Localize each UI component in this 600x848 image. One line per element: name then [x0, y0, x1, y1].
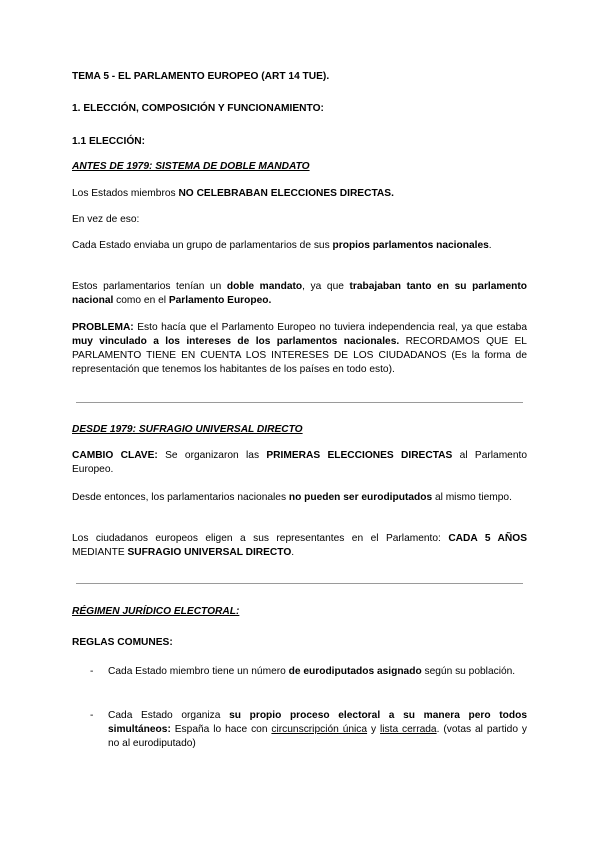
- separator-2: [76, 583, 523, 584]
- before-1979-problem-paragraph: PROBLEMA: Esto hacía que el Parlamento Europeo no tuviera independencia real, ya que estaba muy vinculado a los intereses de los parlamentos nacionales. RECORDAMOS QUE EL PARLAMENTO TIENE EN CUENTA LOS INTERESES DE LOS CIUDADANOS (Es la forma de representación que tenemos los habitantes de los países en todo esto).: [72, 322, 527, 375]
- list-item-text: Cada Estado miembro tiene un número de eurodiputados asignado según su población.: [108, 666, 516, 677]
- before-1979-heading: ANTES DE 1979: SISTEMA DE DOBLE MANDATO: [72, 161, 310, 172]
- section-heading-1-1: 1.1 ELECCIÓN:: [72, 136, 146, 147]
- list-dash: -: [90, 666, 94, 677]
- since-1979-heading: DESDE 1979: SUFRAGIO UNIVERSAL DIRECTO: [72, 424, 303, 435]
- before-1979-paragraph-2: En vez de eso:: [72, 214, 140, 225]
- list-item: [90, 665, 527, 679]
- list-dash: -: [90, 710, 94, 721]
- before-1979-paragraph-4: Estos parlamentarios tenían un doble mandato, ya que trabajaban tanto en su parlamento nacional como en el Parlamento Europeo.: [72, 281, 527, 306]
- list-item: [90, 709, 527, 751]
- since-1979-paragraph-1: CAMBIO CLAVE: Se organizaron las PRIMERAS ELECCIONES DIRECTAS al Parlamento Europeo.: [72, 450, 528, 475]
- before-1979-paragraph-1: Los Estados miembros NO CELEBRABAN ELECCIONES DIRECTAS.: [72, 188, 394, 199]
- separator-1: [76, 402, 523, 403]
- document-title: TEMA 5 - EL PARLAMENTO EUROPEO (ART 14 TUE).: [72, 71, 330, 82]
- regimen-heading: RÉGIMEN JURÍDICO ELECTORAL:: [72, 606, 240, 617]
- section-heading-1: 1. ELECCIÓN, COMPOSICIÓN Y FUNCIONAMIENTO:: [72, 103, 324, 114]
- since-1979-paragraph-3: Los ciudadanos europeos eligen a sus representantes en el Parlamento: CADA 5 AÑOS MEDIANTE SUFRAGIO UNIVERSAL DIRECTO.: [72, 533, 527, 558]
- before-1979-paragraph-3: Cada Estado enviaba un grupo de parlamentarios de sus propios parlamentos nacionales.: [72, 240, 492, 251]
- since-1979-paragraph-2: Desde entonces, los parlamentarios nacionales no pueden ser eurodiputados al mismo tiempo.: [72, 492, 512, 503]
- list-item-text: Cada Estado organiza su propio proceso electoral a su manera pero todos simultáneos: España lo hace con circunscripción única y lista cerrada. (votas al partido y no al eurodiputado): [108, 710, 527, 749]
- reglas-comunes-heading: REGLAS COMUNES:: [72, 637, 173, 648]
